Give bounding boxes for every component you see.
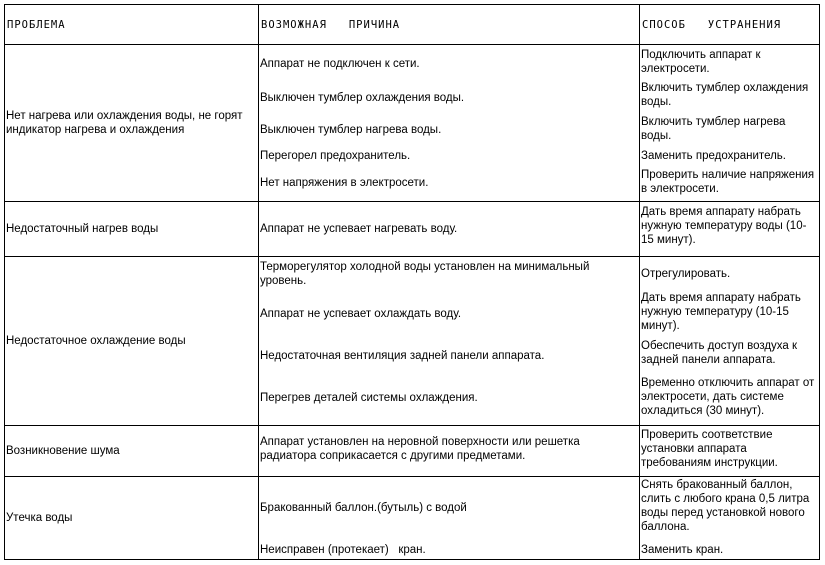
- fix-text: Временно отключить аппарат от электросети, дать системе охладиться (30 минут).: [641, 377, 815, 417]
- troubleshooting-table: [4, 4, 820, 560]
- fix-text: Обеспечить доступ воздуха к задней панели аппарата.: [641, 340, 798, 366]
- cause-text: Аппарат не успевает нагревать воду.: [260, 223, 458, 235]
- cause-text: Выключен тумблер охлаждения воды.: [260, 92, 465, 104]
- cause-text: Нет напряжения в электросети.: [260, 177, 429, 189]
- cause-text: Недостаточная вентиляция задней панели аппарата.: [260, 350, 545, 362]
- cause-text: Бракованный баллон.(бутыль) с водой: [260, 502, 467, 514]
- table-row-problem: Нет нагрева или охлаждения воды, не горят индикатор нагрева и охлаждения: [6, 110, 243, 136]
- fix-text: Дать время аппарату набрать нужную температуру (10-15 минут).: [641, 292, 801, 332]
- table-row-problem: Возникновение шума: [6, 445, 120, 457]
- cause-text: Неисправен (протекает) кран.: [260, 544, 426, 556]
- table-row-problem: Недостаточное охлаждение воды: [6, 335, 186, 347]
- cause-text: Аппарат установлен на неровной поверхности или решетка радиатора соприкасается с другими предметами.: [260, 436, 580, 462]
- fix-text: Заменить кран.: [641, 544, 724, 556]
- header-fix: СПОСОБ УСТРАНЕНИЯ: [642, 18, 782, 31]
- cause-text: Аппарат не подключен к сети.: [260, 58, 420, 70]
- fix-text: Отрегулировать.: [641, 268, 731, 280]
- fix-text: Дать время аппарату набрать нужную температуру воды (10-15 минут).: [641, 206, 807, 246]
- fix-text: Подключить аппарат к электросети.: [641, 49, 761, 75]
- fix-text: Снять бракованный баллон, слить с любого крана 0,5 литра воды перед установкой нового баллона.: [641, 479, 810, 533]
- fix-text: Включить тумблер нагрева воды.: [641, 116, 786, 142]
- fix-text: Включить тумблер охлаждения воды.: [641, 82, 809, 108]
- fix-text: Проверить наличие напряжения в электросети.: [641, 169, 815, 195]
- table-row-problem: Утечка воды: [6, 512, 73, 524]
- cause-text: Терморегулятор холодной воды установлен на минимальный уровень.: [260, 261, 590, 287]
- cause-text: Перегорел предохранитель.: [260, 150, 411, 162]
- fix-text: Проверить соответствие установки аппарата требованиям инструкции.: [641, 429, 778, 469]
- cause-text: Аппарат не успевает охлаждать воду.: [260, 308, 462, 320]
- fix-text: Заменить предохранитель.: [641, 150, 786, 162]
- cause-text: Выключен тумблер нагрева воды.: [260, 124, 442, 136]
- table-row-problem: Недостаточный нагрев воды: [6, 223, 159, 235]
- header-problem: ПРОБЛЕМА: [7, 18, 66, 31]
- header-cause: ВОЗМОЖНАЯ ПРИЧИНА: [261, 18, 401, 31]
- cause-text: Перегрев деталей системы охлаждения.: [260, 392, 478, 404]
